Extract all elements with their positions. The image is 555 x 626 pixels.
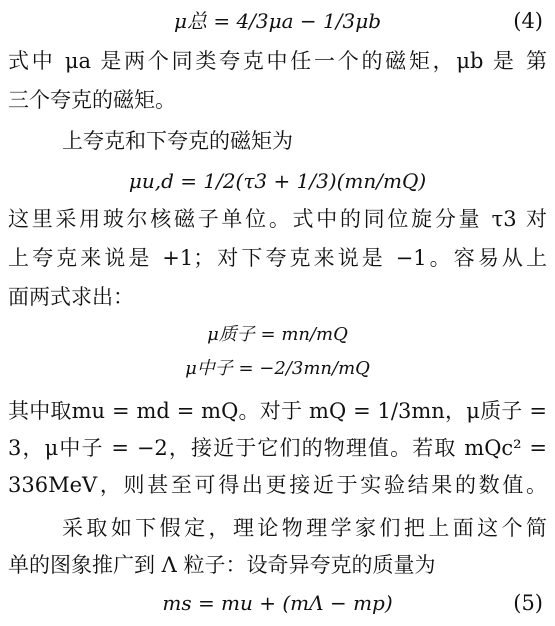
equation-proton: [0, 322, 555, 348]
equation-proton-text: μ质子 = mn/mQ: [207, 324, 348, 345]
paragraph-3-line-2: 上夸克来说是 +1；对下夸克来说是 −1。容易从上: [8, 246, 547, 270]
paragraph-5-line-1: 采取如下假定，理论物理学家们把上面这个简: [62, 516, 547, 540]
equation-ud: [0, 168, 555, 194]
paragraph-3-line-1: 这里采用玻尔核磁子单位。式中的同位旋分量 τ3 对: [8, 207, 547, 231]
paragraph-1-line-2: 三个夸克的磁矩。: [8, 88, 176, 112]
paragraph-1-line-1: 式中 μa 是两个同类夸克中任一个的磁矩，μb 是 第: [8, 49, 547, 73]
paragraph-5-line-2: 单的图象推广到 Λ 粒子：设奇异夸克的质量为: [8, 553, 436, 577]
paragraph-4-line-2: 3，μ中子 = −2，接近于它们的物理值。若取 mQc² =: [8, 436, 547, 460]
equation-5-number: (5): [513, 591, 543, 615]
equation-ud-text: μu,d = 1/2(τ3 + 1/3)(mn/mQ): [128, 169, 427, 193]
equation-5-text: ms = mu + (mΛ − mp): [162, 591, 393, 615]
equation-4-text: μ总 = 4/3μa − 1/3μb: [173, 9, 382, 33]
paragraph-4-line-1: 其中取mu = md = mQ。对于 mQ = 1/3mn，μ质子 =: [8, 399, 547, 423]
equation-neutron: [0, 356, 555, 382]
paragraph-4-line-3: 336MeV，则甚至可得出更接近于实验结果的数值。: [8, 473, 547, 497]
paragraph-2: 上夸克和下夸克的磁矩为: [62, 129, 293, 153]
equation-5: [0, 590, 555, 616]
equation-4: [0, 8, 555, 34]
equation-neutron-text: μ中子 = −2/3mn/mQ: [185, 358, 370, 379]
paragraph-3-line-3: 面两式求出：: [8, 285, 134, 309]
equation-4-number: (4): [513, 9, 543, 33]
